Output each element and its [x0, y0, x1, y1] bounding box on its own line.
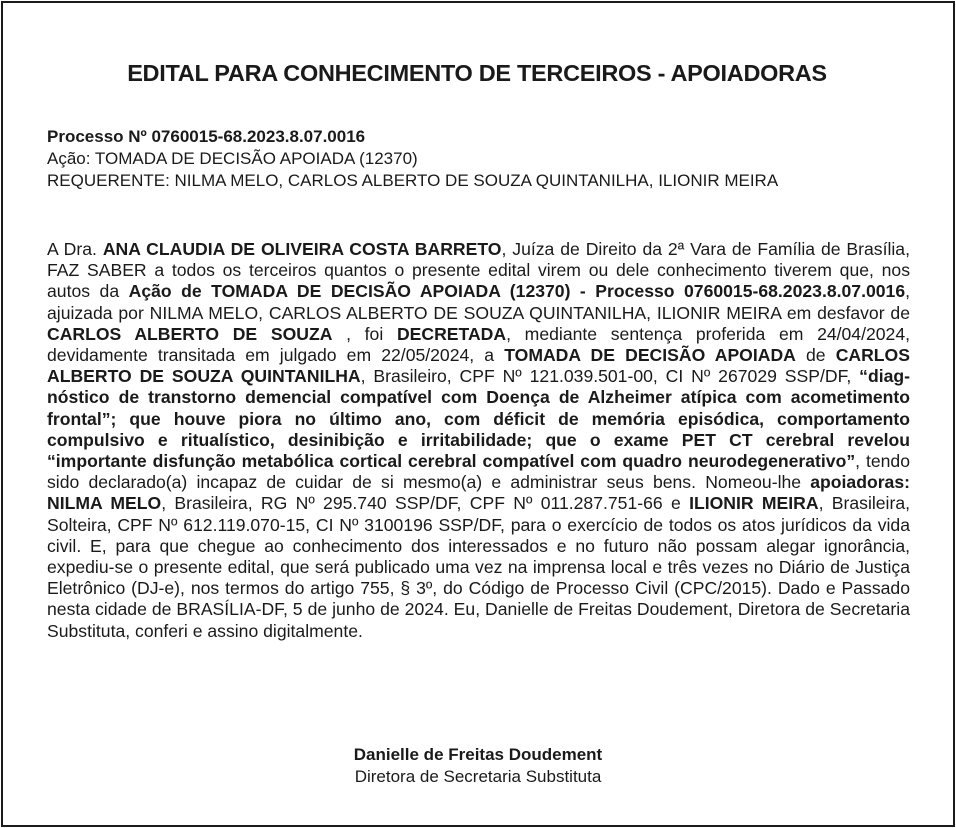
- case-header: [47, 126, 910, 192]
- process-number: Processo Nº 0760015-68.2023.8.07.0016: [47, 127, 366, 146]
- respondent-name: CARLOS ALBERTO DE SOUZA: [47, 323, 333, 344]
- body-text-segment: , foi: [332, 323, 397, 344]
- supported-person-name: CARLOS ALBERTO DE SOUZA QUINTANILHA: [47, 345, 910, 387]
- decree-status: DECRETADA: [396, 323, 507, 344]
- action-type: Ação: TOMADA DE DECISÃO APOIADA (12370): [47, 149, 418, 168]
- judge-name: ANA CLAUDIA DE OLIVEIRA COSTA BARRETO: [102, 239, 502, 259]
- body-text-segment: de: [795, 345, 836, 366]
- supporter-1: apoiadoras: NILMA MELO: [47, 472, 910, 514]
- body-text-segment: , Brasileira, Solteira, CPF Nº 612.119.070-15, CI Nº 3100196 SSP/DF, para o exercício de todos os atos jurídicos da vida civil. E, para que chegue ao conhecimento dos interessados e no futuro não possam alegar ignorância, expediu-se o presente edital, que será publicado uma vez na imprensa local e três vezes no Diário de Justiça Eletrônico (DJ-e), nos termos do artigo 755, § 3º, do Código de Processo Civil (CPC/2015). Dado e Passado nesta cidade de BRASÍLIA-DF, 5 de junho de 2024. Eu, Danielle de Freitas Doudement, Diretora de Secretaria Substituta, conferi e assino digitalmente.: [47, 493, 910, 641]
- body-text-segment: , Brasileiro, CPF Nº 121.039.501-00, CI Nº 267029 SSP/DF,: [360, 366, 860, 387]
- edital-title: EDITAL PARA CONHECIMENTO DE TERCEIROS - APOIADORAS: [127, 60, 827, 86]
- body-text-segment: , Juíza de Direito da 2ª Vara de Família de Brasília, FAZ SABER a todos os terceiros quantos o presente edital virem ou dele conhecimento tiverem que, nos autos da: [47, 239, 910, 302]
- applicants: REQUERENTE: NILMA MELO, CARLOS ALBERTO DE SOUZA QUINTANILHA, ILIONIR MEIRA: [47, 171, 779, 190]
- action-reference: Ação de TOMADA DE DECISÃO APOIADA (12370) - Processo 0760015-68.2023.8.07.0016: [128, 281, 906, 302]
- edital-body: [47, 239, 910, 642]
- signature-block: [0, 744, 956, 788]
- supporter-2: ILIONIR MEIRA: [689, 493, 819, 514]
- signatory-role: Diretora de Secretaria Substituta: [354, 767, 602, 786]
- decision-type: TOMADA DE DECISÃO APOIADA: [504, 345, 796, 366]
- body-text-segment: A Dra.: [47, 239, 103, 259]
- signatory-name: Danielle de Freitas Doudement: [353, 745, 603, 764]
- medical-diagnosis: “diagnóstico de transtorno demencial compatível com Doença de Alzheimer atípica com acometimento frontal”; que houve piora no último ano, com déficit de memória episódica, comportamento compulsivo e ritualístico, desinibição e irritabilidade; que o exame PET CT cerebral revelou “importante disfunção metabólica cortical cerebral compatível com quadro neurodegenerativo”: [47, 366, 910, 472]
- body-text-segment: , mediante sentença proferida em 24/04/2024, devidamente transitada em julgado em 22/05/2024, a: [47, 323, 911, 366]
- body-text-segment: , Brasileira, RG Nº 295.740 SSP/DF, CPF Nº 011.287.751-66 e: [161, 493, 690, 514]
- body-text-segment: , ajuizada por NILMA MELO, CARLOS ALBERTO DE SOUZA QUINTANILHA, ILIONIR MEIRA em desfavor de: [47, 281, 910, 323]
- body-text-segment: , tendo sido declarado(a) incapaz de cuidar de si mesmo(a) e administrar seus bens. Nomeou-lhe: [47, 451, 910, 493]
